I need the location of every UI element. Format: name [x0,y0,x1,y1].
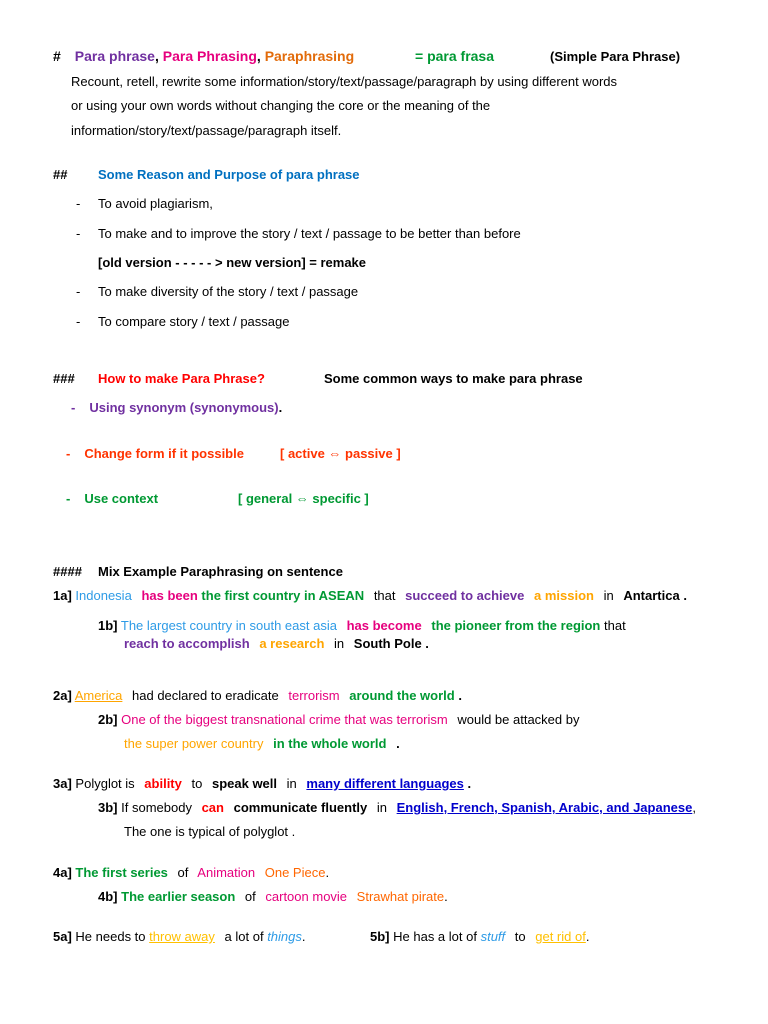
bullet-dash: - [76,314,81,329]
method-active-passive: [ active ⇔ passive ] [280,446,401,461]
example-2a: 2a] America had declared to eradicate terrorism around the world . [53,688,462,703]
bullet-dash: - [76,226,81,241]
example-3b-cont: The one is typical of polyglot . [124,824,296,839]
method-synonym: - Using synonym (synonymous). [71,400,283,415]
reason-item-3: To make diversity of the story / text / passage [98,284,359,299]
title-para-phrasing: Para Phrasing [162,48,257,64]
title-hash: # [53,48,61,64]
example-5a: 5a] He needs to throw away a lot of things. [53,929,306,944]
title-simple: (Simple Para Phrase) [550,49,681,64]
title-paraphrasing: Paraphrasing [264,48,355,64]
section2-title: Some Reason and Purpose of para phrase [98,167,360,182]
section4-title: Mix Example Paraphrasing on sentence [98,564,343,579]
section3-title: How to make Para Phrase? [98,371,265,386]
definition-line-2: or using your own words without changing the core or the meaning of the [71,98,491,113]
example-2b-cont: the super power country in the whole world . [124,736,400,751]
example-5b: 5b] He has a lot of stuff to get rid of. [370,929,590,944]
example-1b: 1b] The largest country in south east asia has become the pioneer from the region that [98,618,626,633]
title-para-phrase: Para phrase [74,48,155,64]
example-1a: 1a] Indonesia has been the first country in ASEAN that succeed to achieve a mission in Antartica . [53,588,687,603]
method-context: - Use context [66,491,159,506]
section4-marker: #### [53,564,82,579]
example-4b: 4b] The earlier season of cartoon movie Strawhat pirate. [98,889,448,904]
section3-marker: ### [53,371,75,386]
example-4a: 4a] The first series of Animation One Piece. [53,865,330,880]
reason-item-4: To compare story / text / passage [98,314,290,329]
section3-subtitle: Some common ways to make para phrase [324,371,583,386]
reason-item-2: To make and to improve the story / text / passage to be better than before [98,226,521,241]
title-line: # Para phrase, Para Phrasing, Paraphrasing [53,48,355,64]
bullet-dash: - [76,196,81,211]
example-3a: 3a] Polyglot is ability to speak well in many different languages . [53,776,472,791]
section2-marker: ## [53,167,68,182]
example-2b: 2b] One of the biggest transnational crime that was terrorism would be attacked by [98,712,580,727]
method-general-specific: [ general ⇔ specific ] [238,491,369,506]
bullet-dash: - [76,284,81,299]
method-change-form: - Change form if it possible [66,446,244,461]
definition-line-3: information/story/text/passage/paragraph itself. [71,123,342,138]
title-para-frasa: = para frasa [415,48,494,64]
example-3b: 3b] If somebody can communicate fluently in English, French, Spanish, Arabic, and Japanese, [98,800,696,815]
definition-line-1: Recount, retell, rewrite some information/story/text/passage/paragraph by using different words [71,74,618,89]
reason-item-1: To avoid plagiarism, [98,196,213,211]
example-1b-cont: reach to accomplish a research in South Pole . [124,636,429,651]
reason-note: [old version - - - - - > new version] = remake [98,255,367,270]
